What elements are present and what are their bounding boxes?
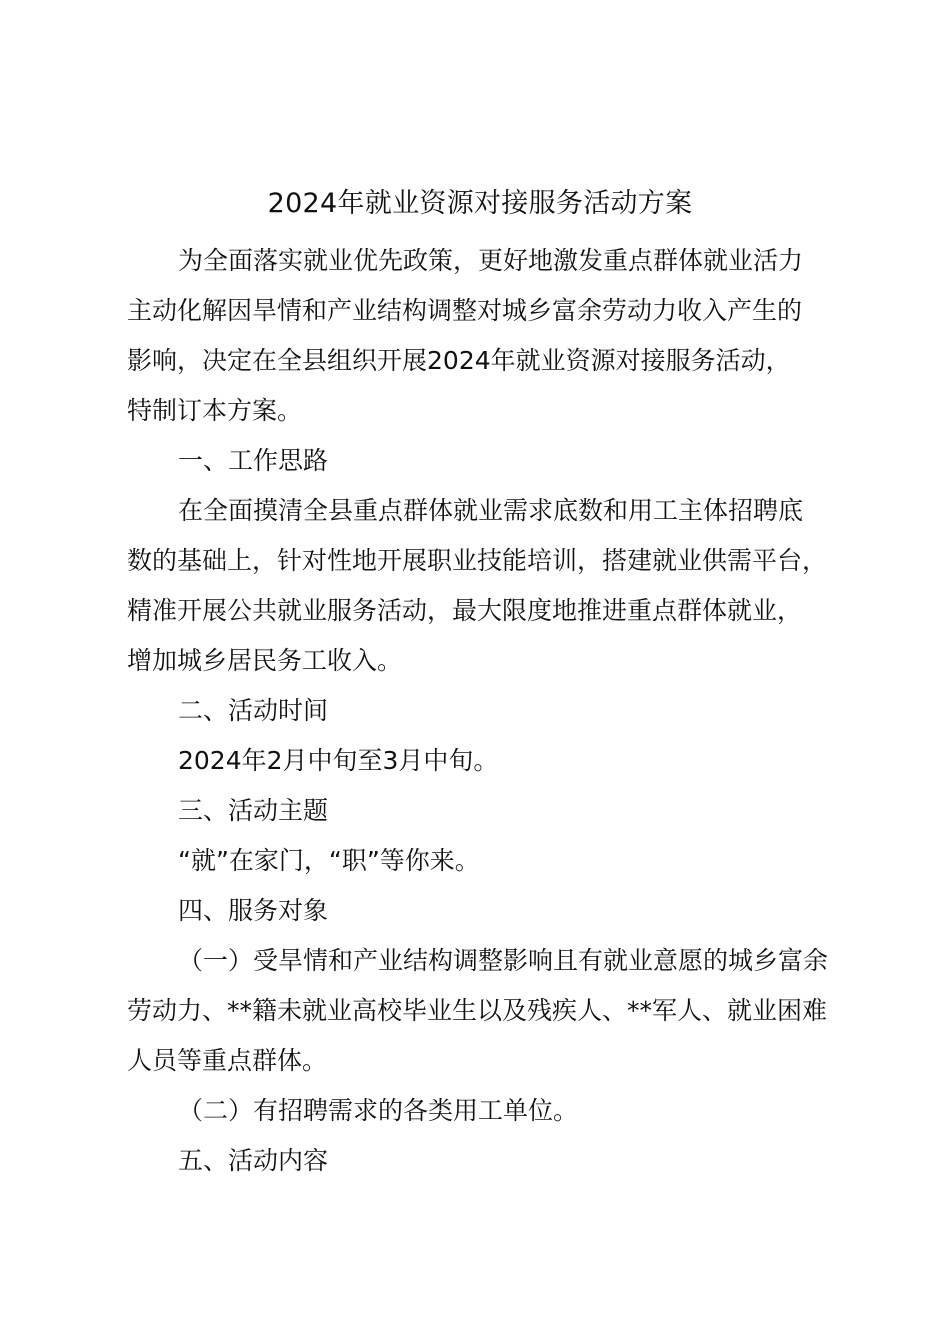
heading-text: 二、活动时间 xyxy=(178,696,329,725)
text-line: 增加城乡居民务工收入。 xyxy=(127,646,403,675)
paragraph-service-targets-1 xyxy=(127,936,867,1086)
paragraph-activity-theme xyxy=(127,836,867,886)
text-line: （二）有招聘需求的各类用工单位。 xyxy=(178,1096,579,1125)
text-line: 2024年2月中旬至3月中旬。 xyxy=(178,746,499,775)
text-line: 特制订本方案。 xyxy=(127,396,303,425)
text-line: 为全面落实就业优先政策，更好地激发重点群体就业活力 xyxy=(178,246,804,275)
paragraph-service-targets-2 xyxy=(127,1086,867,1136)
document-body xyxy=(127,236,867,1186)
text-line: 主动化解因旱情和产业结构调整对城乡富余劳动力收入产生的 xyxy=(127,296,803,325)
paragraph-activity-time xyxy=(127,736,867,786)
paragraph-work-approach xyxy=(127,486,867,686)
text-line: 精准开展公共就业服务活动，最大限度地推进重点群体就业， xyxy=(127,596,803,625)
section-heading-service-targets xyxy=(127,886,867,936)
text-line: “就”在家门，“职”等你来。 xyxy=(178,846,480,875)
text-line: 在全面摸清全县重点群体就业需求底数和用工主体招聘底 xyxy=(178,496,804,525)
paragraph-intro xyxy=(127,236,867,436)
text-line: 劳动力、**籍未就业高校毕业生以及残疾人、**军人、就业困难 xyxy=(127,996,828,1025)
text-line: （一）受旱情和产业结构调整影响且有就业意愿的城乡富余 xyxy=(178,946,829,975)
section-heading-activity-theme xyxy=(127,786,867,836)
text-line: 数的基础上，针对性地开展职业技能培训，搭建就业供需平台， xyxy=(127,546,828,575)
section-heading-activity-content xyxy=(127,1136,867,1186)
heading-text: 一、工作思路 xyxy=(178,446,329,475)
section-heading-work-approach xyxy=(127,436,867,486)
document-title: 2024年就业资源对接服务活动方案 xyxy=(267,188,693,219)
text-line: 人员等重点群体。 xyxy=(127,1046,328,1075)
heading-text: 五、活动内容 xyxy=(178,1146,329,1175)
heading-text: 三、活动主题 xyxy=(178,796,329,825)
heading-text: 四、服务对象 xyxy=(178,896,329,925)
text-line: 影响，决定在全县组织开展2024年就业资源对接服务活动， xyxy=(127,346,791,375)
section-heading-activity-time xyxy=(127,686,867,736)
